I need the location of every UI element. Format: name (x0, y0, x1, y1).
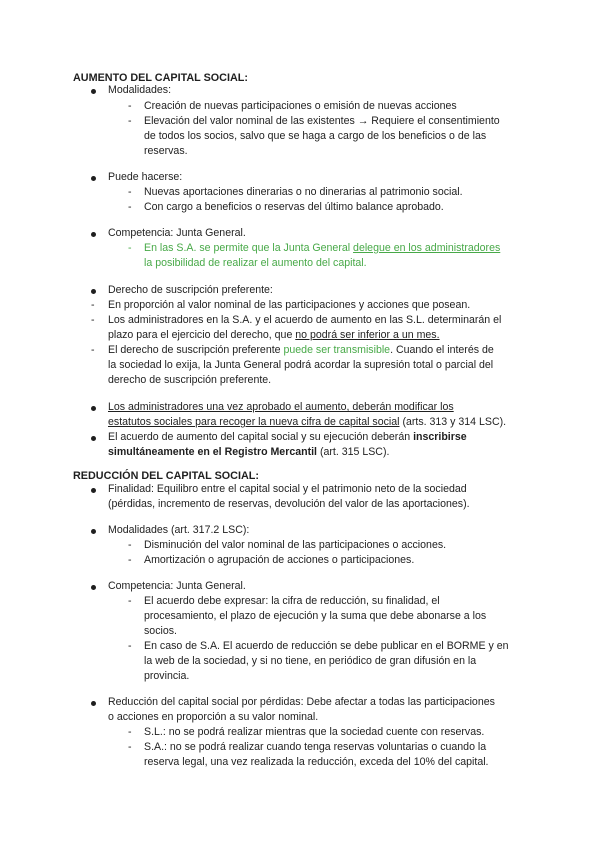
acuerdo-item-cont: simultáneamente en el Registro Mercantil (art. 315 LSC). (108, 446, 390, 458)
competencia-sa-note-cont: la posibilidad de realizar el aumento del capital. (144, 257, 367, 269)
bullet-icon (91, 289, 96, 294)
bullet-icon (91, 701, 96, 706)
dash-icon: - (128, 100, 132, 112)
section-title-aumento: AUMENTO DEL CAPITAL SOCIAL: (73, 72, 248, 84)
derecho-label: Derecho de suscripción preferente: (108, 284, 273, 296)
derecho-item-2: Los administradores en la S.A. y el acuerdo de aumento en las S.L. determinarán el (108, 314, 502, 326)
reduccion-modalidades-label: Modalidades (art. 317.2 LSC): (108, 524, 250, 536)
bullet-icon (91, 176, 96, 181)
bullet-icon (91, 585, 96, 590)
bullet-icon (91, 488, 96, 493)
puede-hacerse-item-1: Nuevas aportaciones dinerarias o no dinerarias al patrimonio social. (144, 186, 463, 198)
aumento-competencia-label: Competencia: Junta General. (108, 227, 246, 239)
dash-icon: - (128, 640, 132, 652)
perdidas-sa-cont: reserva legal, una vez realizada la reducción, exceda del 10% del capital. (144, 756, 489, 768)
perdidas-item: Reducción del capital social por pérdidas: Debe afectar a todas las participaciones (108, 696, 495, 708)
perdidas-item-cont: o acciones en proporción a su valor nominal. (108, 711, 319, 723)
competencia-item-a: El acuerdo debe expresar: la cifra de reducción, su finalidad, el (144, 595, 440, 607)
aumento-modalidades-label: Modalidades: (108, 84, 172, 96)
bullet-icon (91, 406, 96, 411)
dash-icon: - (128, 539, 132, 551)
dash-icon: - (91, 299, 95, 311)
competencia-item-b: En caso de S.A. El acuerdo de reducción se debe publicar en el BORME y en (144, 640, 509, 652)
derecho-item-1: En proporción al valor nominal de las participaciones y acciones que posean. (108, 299, 471, 311)
dash-icon: - (91, 344, 95, 356)
derecho-item-3-cont: la sociedad lo exija, la Junta General podrá acordar la supresión total o parcial del (108, 359, 494, 371)
dash-icon: - (91, 314, 95, 326)
dash-icon: - (128, 242, 132, 254)
plazo-underlined: no podrá ser inferior a un mes. (295, 329, 440, 341)
competencia-item-a-cont: socios. (144, 625, 177, 637)
acuerdo-item: El acuerdo de aumento del capital social y su ejecución deberán inscribirse (108, 431, 467, 443)
delegue-underlined: delegue en los administradores (353, 242, 501, 254)
admin-item: Los administradores una vez aprobado el aumento, deberán modificar los (108, 401, 454, 413)
competencia-item-a-cont: procesamiento, el plazo de ejecución y la suma que debe abonarse a los (144, 610, 487, 622)
bullet-icon (91, 436, 96, 441)
perdidas-sl: S.L.: no se podrá realizar mientras que la sociedad cuente con reservas. (144, 726, 485, 738)
dash-icon: - (128, 726, 132, 738)
bullet-icon (91, 529, 96, 534)
derecho-item-3-cont: derecho de suscripción preferente. (108, 374, 272, 386)
puede-hacerse-item-2: Con cargo a beneficios o reservas del último balance aprobado. (144, 201, 444, 213)
dash-icon: - (128, 201, 132, 213)
perdidas-sa: S.A.: no se podrá realizar cuando tenga reservas voluntarias o cuando la (144, 741, 487, 753)
finalidad-item-cont: (pérdidas, incremento de reservas, devolución del valor de las aportaciones). (108, 498, 470, 510)
dash-icon: - (128, 115, 132, 127)
aumento-modalidad-2: Elevación del valor nominal de las existentes → Requiere el consentimiento (144, 115, 500, 127)
competencia-item-b-cont: provincia. (144, 670, 190, 682)
dash-icon: - (128, 595, 132, 607)
dash-icon: - (128, 186, 132, 198)
reduccion-modalidad-2: Amortización o agrupación de acciones o participaciones. (144, 554, 415, 566)
puede-hacerse-label: Puede hacerse: (108, 171, 183, 183)
derecho-item-2-cont: plazo para el ejercicio del derecho, que no podrá ser inferior a un mes. (108, 329, 440, 341)
competencia-sa-note: En las S.A. se permite que la Junta General delegue en los administradores (144, 242, 501, 254)
reduccion-competencia-label: Competencia: Junta General. (108, 580, 246, 592)
transmisible-green: puede ser transmisible (283, 344, 391, 356)
competencia-item-b-cont: la web de la sociedad, y si no tiene, en periódico de gran difusión en la (144, 655, 477, 667)
reduccion-modalidad-1: Disminución del valor nominal de las participaciones o acciones. (144, 539, 447, 551)
section-title-reduccion: REDUCCIÓN DEL CAPITAL SOCIAL: (73, 470, 259, 482)
derecho-item-3: El derecho de suscripción preferente puede ser transmisible. Cuando el interés de (108, 344, 494, 356)
finalidad-item: Finalidad: Equilibro entre el capital social y el patrimonio neto de la sociedad (108, 483, 467, 495)
aumento-modalidad-2-cont: de todos los socios, salvo que se haga a cargo de los beneficios o de las (144, 130, 487, 142)
admin-item-cont: estatutos sociales para recoger la nueva cifra de capital social (arts. 313 y 314 LSC). (108, 416, 507, 428)
bullet-icon (91, 232, 96, 237)
bullet-icon (91, 89, 96, 94)
aumento-modalidad-2-cont: reservas. (144, 145, 188, 157)
dash-icon: - (128, 554, 132, 566)
dash-icon: - (128, 741, 132, 753)
aumento-modalidad-1: Creación de nuevas participaciones o emisión de nuevas acciones (144, 100, 457, 112)
